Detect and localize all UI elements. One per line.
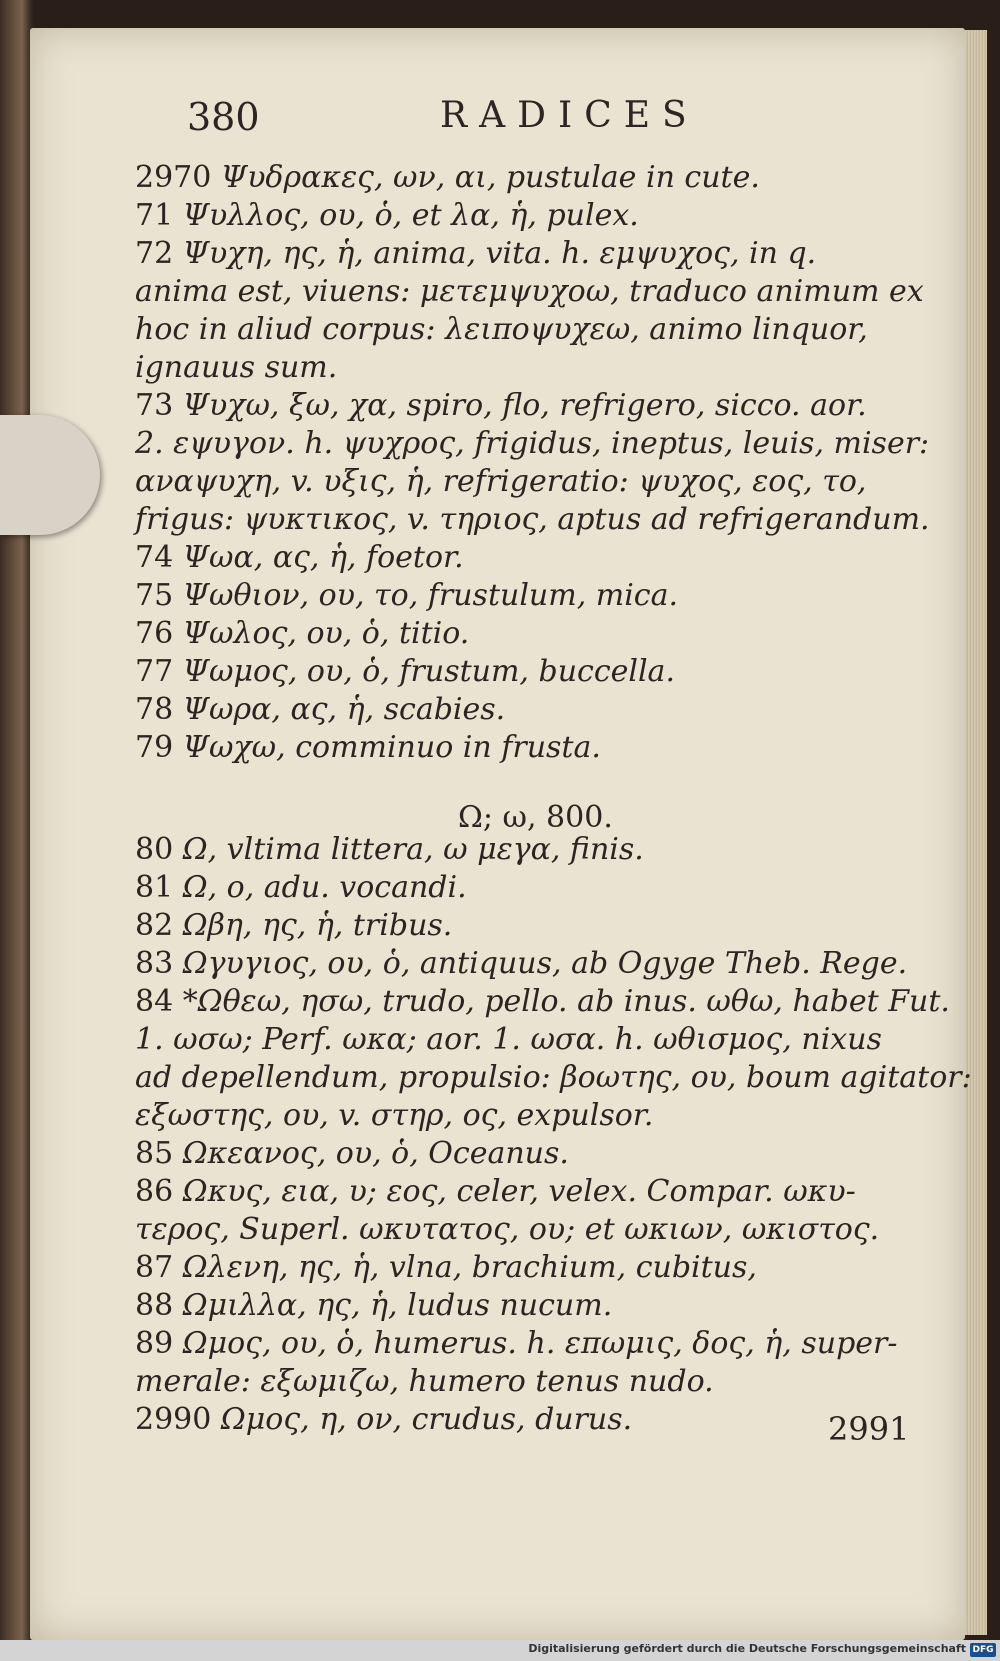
entry-line [135, 616, 469, 651]
entry-line [135, 426, 929, 461]
entry-text: Ωκεανος, ου, ὁ, Oceanus. [182, 1136, 569, 1171]
entry-number: 84 [135, 984, 183, 1019]
entry-line [135, 1136, 569, 1171]
entry-number: 75 [135, 578, 183, 613]
entry-number: 87 [135, 1250, 183, 1285]
entry-text: Ψωχω, comminuo in frusta. [182, 730, 601, 765]
entry-number: 2990 [135, 1402, 221, 1437]
entry-text: 1. ωσω; Perf. ωκα; aor. 1. ωσα. h. ωθισμος, nixus [135, 1022, 882, 1057]
entry-text: merale: εξωμιζω, humero tenus nudo. [135, 1364, 714, 1399]
entry-line [135, 464, 866, 499]
entry-text: Ωκυς, εια, υ; εος, celer, velex. Compar. ωκυ- [182, 1174, 856, 1209]
entry-line [135, 1326, 898, 1361]
entry-line [135, 388, 867, 423]
entry-text: Ψυχω, ξω, χα, spiro, flo, refrigero, sicco. aor. [182, 388, 867, 423]
entry-line [135, 1022, 882, 1057]
entry-text: εξωστης, ου, v. στηρ, ος, expulsor. [135, 1098, 654, 1133]
entry-text: τερος, Superl. ωκυτατος, ου; et ωκιων, ωκιστος. [135, 1212, 880, 1247]
entry-text: αναψυχη, v. υξις, ἡ, refrigeratio: ψυχος, εος, το, [135, 464, 867, 499]
entry-text: Ψωθιον, ου, το, frustulum, mica. [182, 578, 679, 613]
entry-number: 82 [135, 908, 183, 943]
entry-line [135, 274, 924, 309]
entry-number: 73 [135, 388, 183, 423]
entry-text: 2. εψυγον. h. ψυχρος, frigidus, ineptus, leuis, miser: [135, 426, 930, 461]
entry-number: 85 [135, 1136, 183, 1171]
entry-line [135, 312, 868, 347]
entry-line [135, 870, 467, 905]
entry-line [135, 1060, 972, 1095]
entry-number: 86 [135, 1174, 183, 1209]
entry-number: 71 [135, 198, 183, 233]
entry-text: Ψυχη, ης, ἡ, anima, vita. h. εμψυχος, in q. [182, 236, 817, 271]
entry-text: Ψωα, ας, ἡ, foetor. [182, 540, 464, 575]
entry-line [135, 1250, 757, 1285]
entry-number: 81 [135, 870, 183, 905]
footer-bar [0, 1640, 1000, 1661]
entry-line [135, 1402, 632, 1437]
entry-text: Ψωρα, ας, ἡ, scabies. [182, 692, 506, 727]
entry-number: 78 [135, 692, 183, 727]
entry-text: Ωλενη, ης, ἡ, vlna, brachium, cubitus, [182, 1250, 757, 1285]
entry-line [135, 1174, 856, 1209]
entry-number: 72 [135, 236, 183, 271]
entry-number: 2970 [135, 160, 221, 195]
entry-text: Ωμος, η, ον, crudus, durus. [220, 1402, 633, 1437]
page-edges [965, 30, 987, 1635]
entry-line [135, 1364, 714, 1399]
entry-text: hoc in aliud corpus: λειποψυχεω, animo linquor, [135, 312, 868, 347]
entry-text: *Ωθεω, ησω, trudo, pello. ab inus. ωθω, habet Fut. [182, 984, 950, 1019]
entry-number: 76 [135, 616, 183, 651]
entry-line [135, 502, 930, 537]
entry-text: Ψωμος, ου, ὁ, frustum, buccella. [182, 654, 675, 689]
entry-line [135, 984, 950, 1019]
entry-text: Ωμιλλα, ης, ἡ, ludus nucum. [182, 1288, 613, 1323]
entry-line [135, 832, 644, 867]
entry-line [135, 730, 601, 765]
entry-line [135, 1212, 879, 1247]
entry-text: Ωμος, ου, ὁ, humerus. h. επωμις, δος, ἡ, super- [182, 1326, 898, 1361]
entry-line [135, 1098, 653, 1133]
entry-text: Ψυδρακες, ων, αι, pustulae in cute. [220, 160, 760, 195]
entry-number: 83 [135, 946, 183, 981]
catchword: 2991 [828, 1410, 910, 1448]
footer-credit: Digitalisierung gefördert durch die Deutsche Forschungsgemeinschaft [528, 1642, 966, 1655]
entry-line [135, 692, 505, 727]
entry-text: Ψωλος, ου, ὁ, titio. [182, 616, 470, 651]
entry-number: 74 [135, 540, 183, 575]
entry-number: 79 [135, 730, 183, 765]
entry-line [135, 350, 337, 385]
page-number: 380 [187, 95, 260, 139]
entry-text: ignauus sum. [135, 350, 338, 385]
running-head: RADICES [440, 95, 699, 136]
entry-text: Ω, vltima littera, ω μεγα, finis. [182, 832, 644, 867]
entry-line [135, 160, 760, 195]
dfg-logo: DFG [970, 1643, 996, 1657]
entry-line [135, 578, 678, 613]
entry-line [135, 946, 907, 981]
entry-number: 80 [135, 832, 183, 867]
entry-number: 89 [135, 1326, 183, 1361]
entry-line [135, 236, 816, 271]
entry-text: Ω, o, adu. vocandi. [182, 870, 467, 905]
entry-line [135, 654, 675, 689]
entry-line [135, 198, 639, 233]
entry-text: anima est, viuens: μετεμψυχοω, traduco animum ex [135, 274, 924, 309]
section-heading-omega: Ω; ω, 800. [458, 800, 613, 835]
entry-text: ad depellendum, propulsio: βοωτης, ου, boum agitator: [135, 1060, 972, 1095]
entry-number: 77 [135, 654, 183, 689]
entry-line [135, 908, 452, 943]
entry-line [135, 540, 464, 575]
entry-text: Ψυλλος, ου, ὁ, et λα, ἡ, pulex. [182, 198, 639, 233]
entry-text: frigus: ψυκτικος, v. τηριος, aptus ad refrigerandum. [135, 502, 930, 537]
entry-number: 88 [135, 1288, 183, 1323]
entry-line [135, 1288, 612, 1323]
entry-text: Ωγυγιος, ου, ὁ, antiquus, ab Ogyge Theb. Rege. [182, 946, 908, 981]
entry-text: Ωβη, ης, ἡ, tribus. [182, 908, 453, 943]
